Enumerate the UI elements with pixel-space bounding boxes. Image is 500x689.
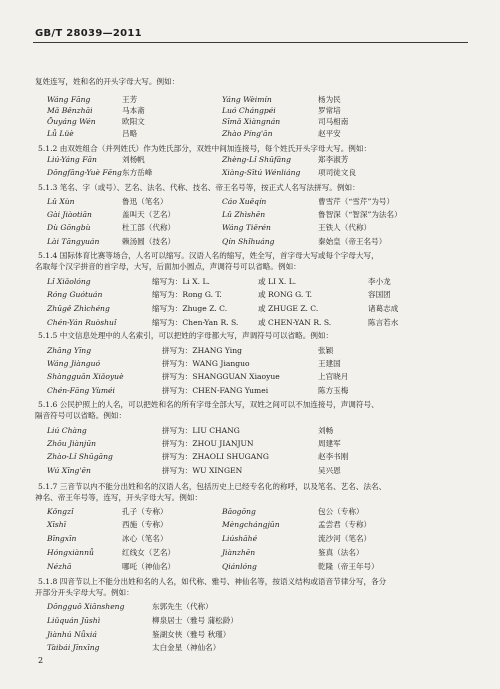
paragraph-line: 神名、帝王年号等，连写，开头字母大写。例如：	[35, 493, 203, 502]
hanzi-example: 太白金星（神仙名）	[152, 643, 221, 652]
pinyin-example: Zhūgě Zhìchéng	[47, 304, 110, 313]
paragraph-line: 5.1.7 三音节以内不能分出姓和名的汉语人名，包括历史上已经专名化的称呼，以及笔名、艺名、法名、	[38, 482, 387, 491]
hanzi-example: 周建军	[318, 439, 341, 448]
hanzi-example: 罗常培	[318, 106, 341, 115]
hanzi-example: 杨为民	[318, 95, 341, 104]
hanzi-example: 西施（专称）	[122, 520, 168, 529]
hanzi-example: 刘畅	[318, 426, 334, 435]
pinyin-example: Róng Guótuán	[47, 290, 103, 299]
pinyin-example: Wáng Fāng	[47, 95, 91, 104]
hanzi-example: 拼写为：SHANGGUAN Xiaoyue	[162, 372, 280, 381]
hanzi-example: 秦始皇（帝王名号）	[318, 237, 387, 246]
paragraph-line: 5.1.5 中文信息处理中的人名索引，可以把姓的字母都大写，声调符号可以省略。例如：	[38, 331, 334, 340]
hanzi-example: 缩写为：Rong G. T.	[152, 290, 222, 299]
pinyin-example: Qín Shǐhuáng	[222, 237, 275, 246]
hanzi-example: 东郭先生（代称）	[152, 602, 213, 611]
pinyin-example: Mǎ Běnzhāi	[47, 106, 93, 115]
pinyin-example: Lǔ Xùn	[47, 197, 75, 206]
hanzi-example: 王铁人（代称）	[318, 223, 372, 232]
pinyin-example: Gài Jiàotiān	[47, 210, 92, 219]
hanzi-example: 盖叫天（艺名）	[122, 210, 176, 219]
pinyin-example: Liú-Yáng Fān	[47, 155, 97, 164]
hanzi-example: 司马相南	[318, 117, 349, 126]
pinyin-example: Liú Chàng	[47, 426, 87, 435]
hanzi-example: 鉴真（法名）	[318, 548, 364, 557]
hanzi-example: 郑李淑芳	[318, 155, 349, 164]
hanzi-example: 鲁迅（笔名）	[122, 197, 168, 206]
pinyin-example: Lǚ Lüè	[47, 129, 74, 138]
pinyin-example: Wú Xīng'ēn	[47, 466, 91, 475]
header-rule	[33, 42, 468, 43]
hanzi-example: 赖汤圆（技名）	[122, 237, 176, 246]
hanzi-example: 鉴湖女侠（雅号 秋瑾）	[152, 630, 231, 639]
hanzi-example: 王建国	[318, 359, 341, 368]
hanzi-example: 缩写为：Zhuge Z. C.	[152, 304, 228, 313]
pinyin-example: Sīmǎ Xiàngnán	[222, 117, 281, 126]
hanzi-example: 孟尝君（专称）	[318, 520, 372, 529]
standard-header: GB/T 28039—2011	[35, 28, 142, 39]
pinyin-example: Lài Tāngyuán	[47, 237, 100, 246]
hanzi-example: 冰心（笔名）	[122, 534, 168, 543]
hanzi-example: 乾隆（帝王年号）	[318, 562, 379, 571]
hanzi-example: 拼写为：ZHOU JIANJUN	[162, 439, 254, 448]
pinyin-example: Chén-Fāng Yùméi	[47, 386, 115, 395]
hanzi-example: 拼写为：CHEN-FANG Yumei	[162, 386, 269, 395]
hanzi-example: 陈言若水	[368, 318, 399, 327]
pinyin-example: Zhāng Yīng	[47, 346, 92, 355]
paragraph-line: 复姓连写，姓和名的开头字母大写。例如：	[35, 77, 180, 86]
pinyin-example: Chén-Yán Ruòshuǐ	[47, 318, 117, 327]
hanzi-example: 拼写为：WU XINGEN	[162, 466, 243, 475]
hanzi-example: 容国团	[368, 290, 391, 299]
pinyin-example: Cáo Xuěqín	[222, 197, 267, 206]
hanzi-example: 柳泉居士（雅号 蒲松龄）	[152, 616, 238, 625]
hanzi-example: 哪吒（神仙名）	[122, 562, 176, 571]
hanzi-example: 张颖	[318, 346, 334, 355]
hanzi-example: 拼写为：WANG Jianguo	[162, 359, 250, 368]
pinyin-example: Shàngguān Xiǎoyuè	[47, 372, 124, 381]
pinyin-example: Xīshī	[47, 520, 67, 529]
hanzi-example: 曹雪芹（“雪芹”为号）	[318, 197, 395, 206]
pinyin-example: Zhèng-Lǐ Shūfāng	[222, 155, 291, 164]
hanzi-example: 王芳	[122, 95, 138, 104]
hanzi-example: 刘杨帆	[122, 155, 145, 164]
pinyin-example: Qiánlóng	[222, 562, 257, 571]
pinyin-example: Mèngchángjūn	[222, 520, 280, 529]
hanzi-example: 吴兴恩	[318, 466, 341, 475]
paragraph-line: 开部分开头字母大写。例如：	[35, 588, 134, 597]
hanzi-example: 赵平安	[318, 129, 341, 138]
pinyin-example: Dōngfāng-Yuè Fēng	[47, 168, 122, 177]
pinyin-example: Luó Chángpéi	[222, 106, 276, 115]
pinyin-example: Bāogōng	[222, 507, 256, 516]
hanzi-example: 或 RONG G. T.	[258, 290, 313, 299]
hanzi-example: 马本斋	[122, 106, 145, 115]
paragraph-line: 5.1.6 公民护照上的人名，可以把姓和名的所有字母全部大写，双姓之间可以不加连接号，声调符号、	[38, 400, 379, 409]
pinyin-example: Tàibái Jīnxīng	[47, 643, 100, 652]
hanzi-example: 拼写为：ZHANG Ying	[162, 346, 242, 355]
pinyin-example: Liúshāhé	[222, 534, 258, 543]
pinyin-example: Bīngxīn	[47, 534, 77, 543]
hanzi-example: 拼写为：ZHAOLI SHUGANG	[162, 452, 269, 461]
page-number: 2	[38, 656, 44, 665]
hanzi-example: 东方岳峰	[122, 168, 153, 177]
hanzi-example: 欧阳文	[122, 117, 145, 126]
pinyin-example: Dù Gōngbù	[47, 223, 91, 232]
paragraph-line: 5.1.8 四音节以上不能分出姓和名的人名，如代称、雅号、神仙名等，按语义结构或语音节律分写，各分	[38, 577, 387, 586]
hanzi-example: 包公（专称）	[318, 507, 364, 516]
pinyin-example: Jiànhú Nǚxiá	[47, 630, 97, 639]
hanzi-example: 孔子（专称）	[122, 507, 168, 516]
paragraph-line: 5.1.4 国际体育比赛等场合，人名可以缩写。汉语人名的缩写，姓全写，首字母大写或每个字母大写，	[38, 251, 379, 260]
hanzi-example: 吕略	[122, 129, 138, 138]
pinyin-example: Xiàng-Sītú Wénliáng	[222, 168, 301, 177]
pinyin-example: Liǔquán Jūshì	[47, 616, 101, 625]
paragraph-line: 名取每个汉字拼音的首字母，大写，后面加小圆点，声调符号可以省略。例如：	[35, 262, 301, 271]
hanzi-example: 杜工部（代称）	[122, 223, 176, 232]
hanzi-example: 流沙河（笔名）	[318, 534, 372, 543]
pinyin-example: Wáng Tiěrén	[222, 223, 271, 232]
hanzi-example: 项司徒文良	[318, 168, 356, 177]
hanzi-example: 李小龙	[368, 277, 391, 286]
hanzi-example: 诸葛志成	[368, 304, 399, 313]
hanzi-example: 红线女（艺名）	[122, 548, 176, 557]
pinyin-example: Hóngxiànnǚ	[47, 548, 94, 557]
pinyin-example: Ōuyáng Wén	[47, 117, 96, 126]
pinyin-example: Dōngguō Xiānsheng	[47, 602, 125, 611]
pinyin-example: Wáng Jiànguó	[47, 359, 101, 368]
pinyin-example: Yáng Wèimín	[222, 95, 272, 104]
hanzi-example: 或 CHEN-YAN R. S.	[258, 318, 332, 327]
hanzi-example: 或 LI X. L.	[258, 277, 297, 286]
hanzi-example: 或 ZHUGE Z. C.	[258, 304, 319, 313]
hanzi-example: 缩写为：Li X. L.	[152, 277, 210, 286]
pinyin-example: Lǐ Xiǎolóng	[47, 277, 91, 286]
hanzi-example: 拼写为：LIU CHANG	[162, 426, 240, 435]
paragraph-line: 5.1.2 由双姓组合（并列姓氏）作为姓氏部分，双姓中间加连接号，每个姓氏开头字母大写。例如：	[38, 144, 372, 153]
pinyin-example: Zhào-Lǐ Shūgāng	[47, 452, 113, 461]
paragraph-line: 隔音符号可以省略。例如：	[35, 411, 127, 420]
pinyin-example: Zhōu Jiànjūn	[47, 439, 97, 448]
paragraph-line: 5.1.3 笔名、字（或号）、艺名、法名、代称、技名、帝王名号等，按正式人名写法拼写。例如：	[38, 183, 360, 192]
pinyin-example: Kǒngzǐ	[47, 507, 74, 516]
pinyin-example: Nézhā	[47, 562, 72, 571]
hanzi-example: 缩写为：Chen-Yan R. S.	[152, 318, 239, 327]
hanzi-example: 上官晓月	[318, 372, 349, 381]
pinyin-example: Lǔ Zhìshēn	[222, 210, 266, 219]
hanzi-example: 陈方玉梅	[318, 386, 349, 395]
hanzi-example: 鲁智深（“智深”为法名）	[318, 210, 402, 219]
pinyin-example: Jiànzhēn	[222, 548, 256, 557]
pinyin-example: Zhào Píng'ān	[222, 129, 273, 138]
hanzi-example: 赵李书刚	[318, 452, 349, 461]
